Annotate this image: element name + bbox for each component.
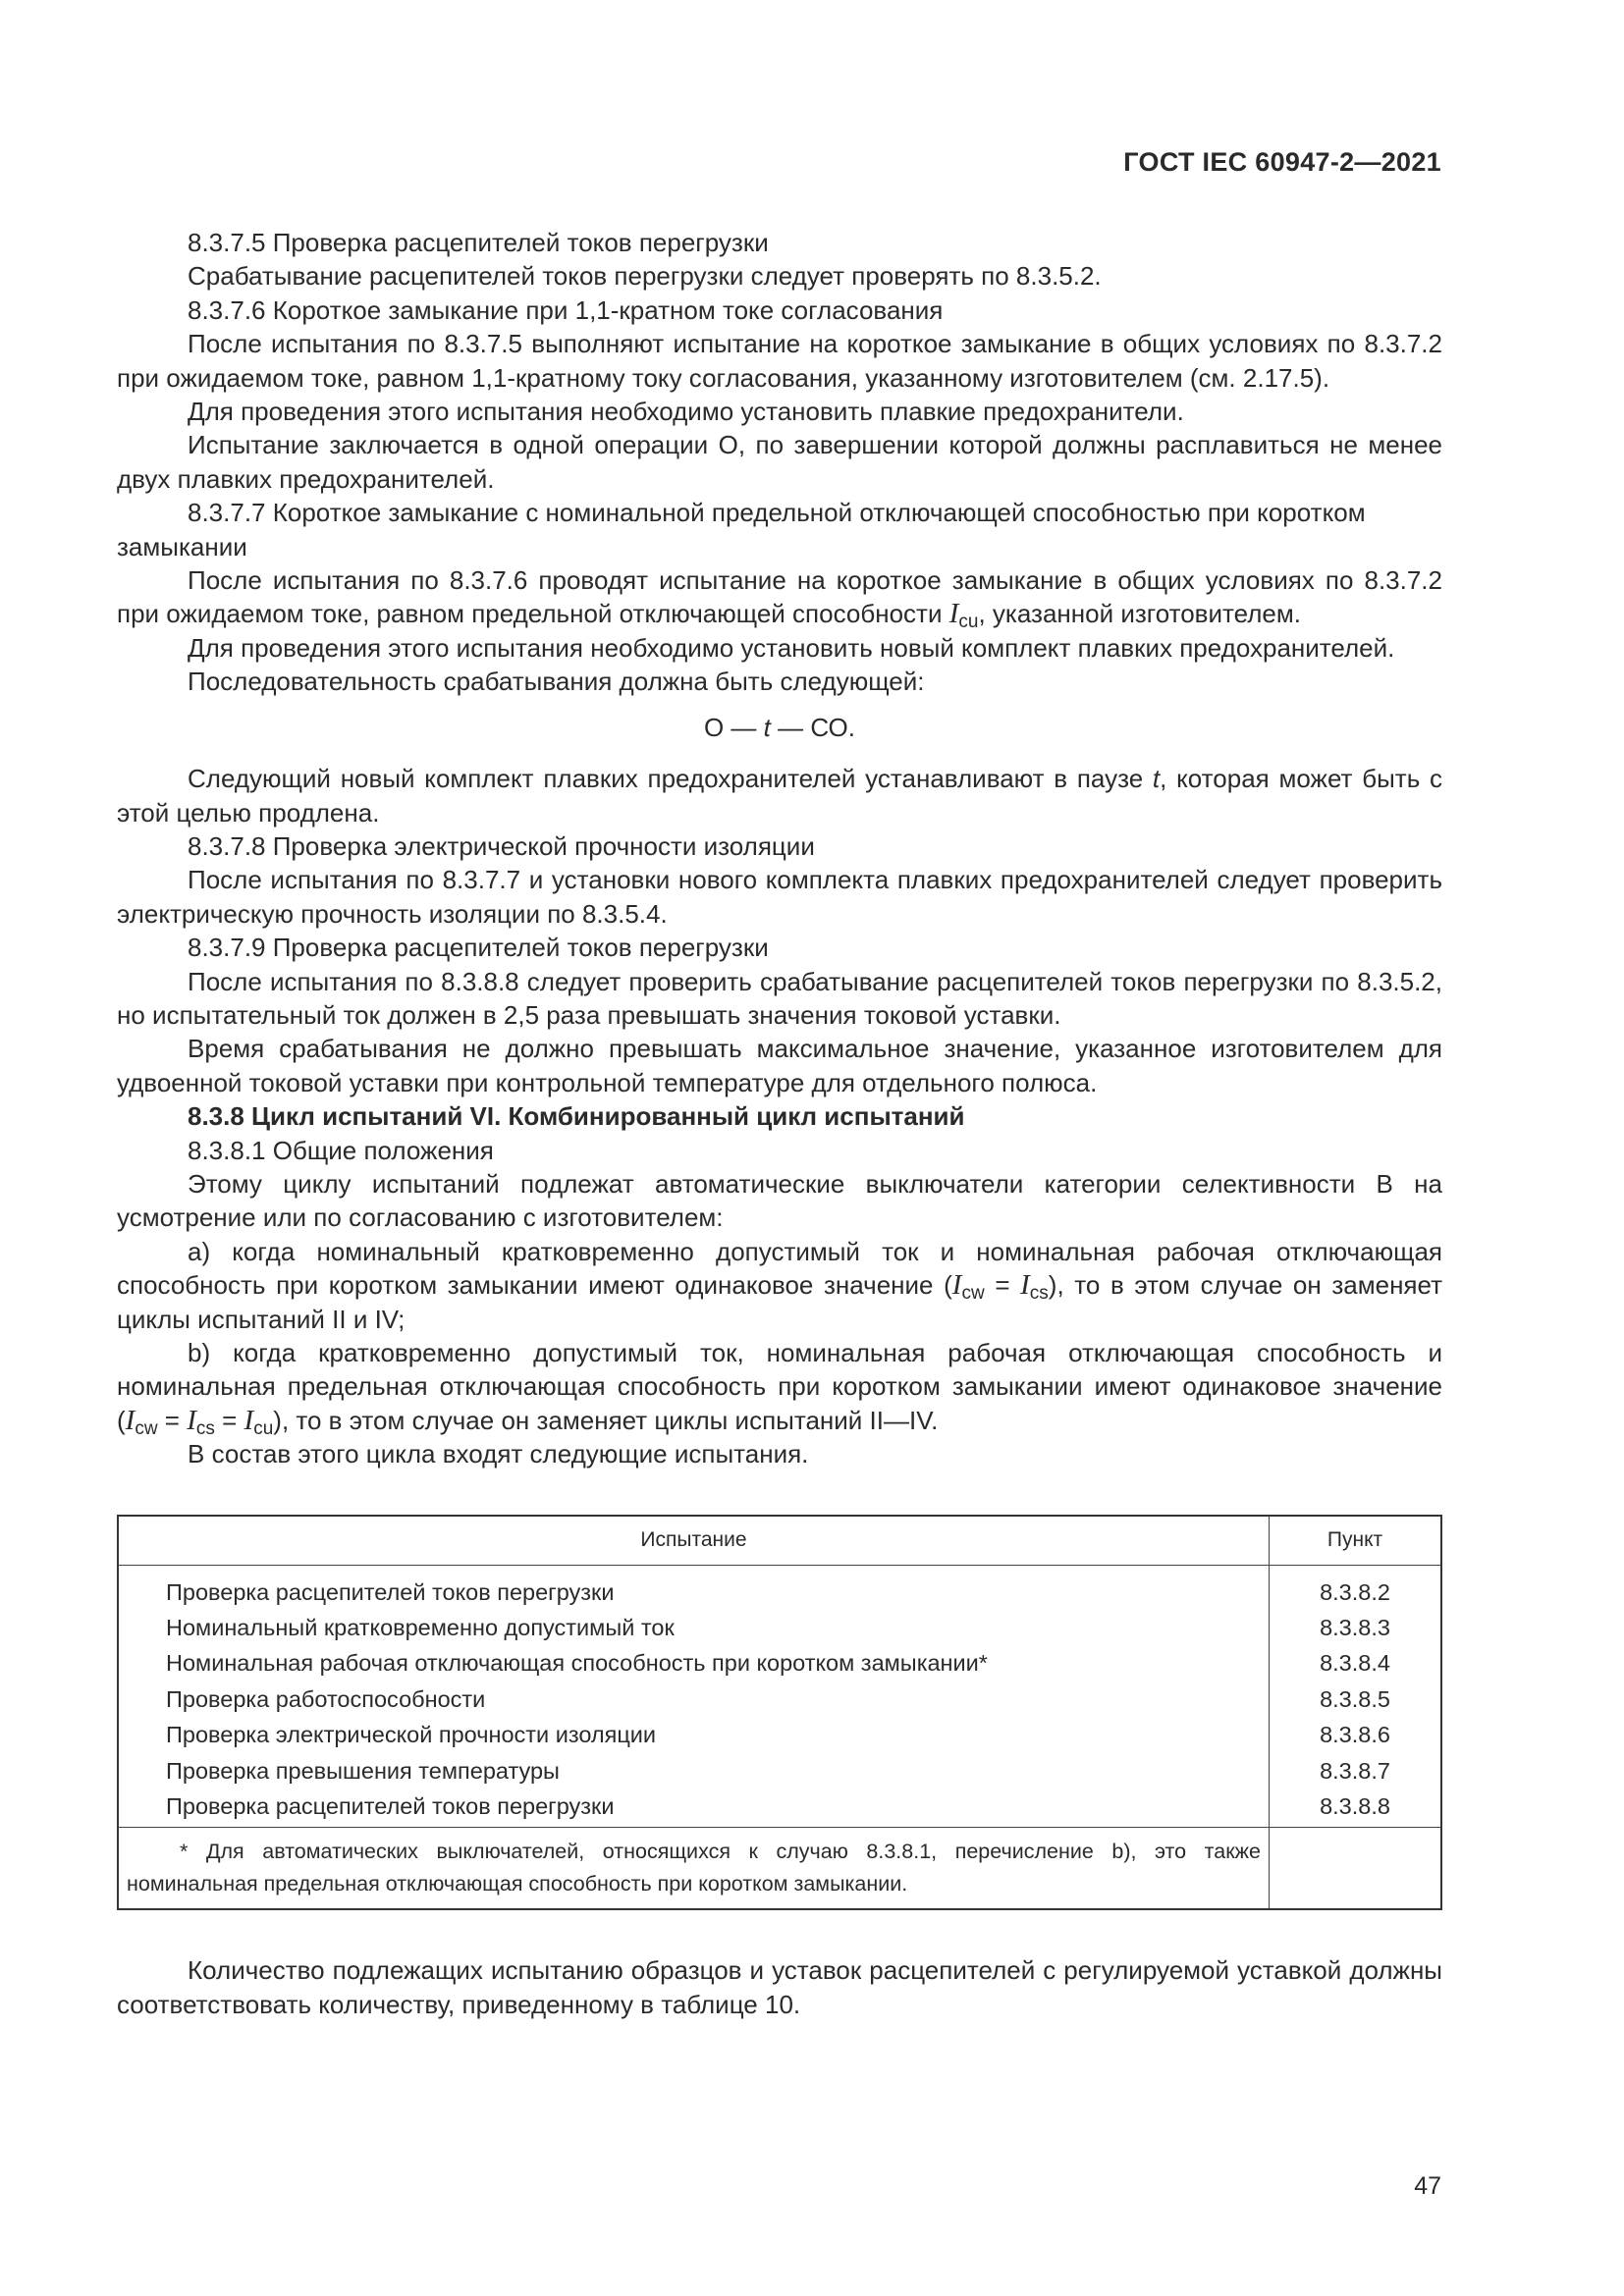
header-test: Испытание <box>118 1516 1270 1566</box>
paragraph: После испытания по 8.3.7.5 выполняют испытание на короткое замыкание в общих условиях по 8.3.7.2 при ожидаемом токе, равном 1,1-кратному току согласования, указанному изготовителем (см. 2.17.5). <box>117 329 1442 393</box>
table-row <box>118 1717 1441 1752</box>
table-footnote-row <box>118 1828 1441 1910</box>
pause-t: t <box>1152 764 1161 794</box>
test-name: Номинальная рабочая отключающая способность при коротком замыкании* <box>118 1645 1270 1681</box>
test-clause: 8.3.8.5 <box>1270 1682 1442 1717</box>
table-footnote-empty-cell <box>1270 1828 1442 1910</box>
test-name: Проверка расцепителей токов перегрузки <box>118 1565 1270 1610</box>
paragraph: Срабатывание расцепителей токов перегрузки следует проверять по 8.3.5.2. <box>188 261 1102 292</box>
paragraph: Время срабатывания не должно превышать максимальное значение, указанное изготовителем для удвоенной токовой уставки при контрольной температуре для отдельного полюса. <box>117 1034 1442 1097</box>
text-segment: Следующий новый комплект плавких предохранителей устанавливают в паузе <box>188 764 1153 794</box>
paragraph: Для проведения этого испытания необходимо установить новый комплект плавких предохранителей. <box>188 632 1395 663</box>
page-content <box>117 226 1442 2021</box>
paragraph-after-table: Количество подлежащих испытанию образцов и уставок расцепителей с регулируемой уставкой должны соответствовать количеству, приведенному в таблице 10. <box>117 1955 1442 2019</box>
test-clause: 8.3.8.7 <box>1270 1753 1442 1789</box>
subscript-cw: cw <box>961 1283 985 1305</box>
text-segment: После испытания по 8.3.7.6 проводят испытание на короткое замыкание в общих условиях по 8.3.7.2 при ожидаемом токе, равном предельной отключающей способности <box>117 565 1442 629</box>
equals: = <box>984 1270 1021 1301</box>
list-item-a <box>117 1235 1442 1336</box>
test-clause: 8.3.8.4 <box>1270 1645 1442 1681</box>
equals: = <box>214 1405 244 1435</box>
clause-8-3-7-5-title: 8.3.7.5 Проверка расцепителей токов перегрузки <box>188 228 769 257</box>
subscript-cw: cw <box>135 1417 158 1439</box>
test-clause: 8.3.8.3 <box>1270 1610 1442 1645</box>
paragraph <box>117 762 1442 829</box>
clause-8-3-7-6-title: 8.3.7.6 Короткое замыкание при 1,1-кратном токе согласования <box>188 294 944 325</box>
paragraph: После испытания по 8.3.8.8 следует проверить срабатывание расцепителей токов перегрузки по 8.3.5.2, но испытательный ток должен в 2,5 раза превышать значения токовой уставки. <box>117 966 1442 1030</box>
symbol-i: I <box>951 1269 962 1302</box>
symbol-i: I <box>244 1404 254 1436</box>
footnote-text: * Для автоматических выключателей, относящихся к случаю 8.3.8.1, перечисление b), это также номинальная предельная отключающая способность при коротком замыкании. <box>127 1840 1261 1896</box>
subscript-cu: cu <box>958 612 979 633</box>
formula-part: — СО. <box>770 712 855 742</box>
header-clause: Пункт <box>1270 1516 1442 1566</box>
test-name: Проверка расцепителей токов перегрузки <box>118 1789 1270 1828</box>
paragraph-icu <box>117 563 1442 631</box>
equals: = <box>157 1405 188 1435</box>
clause-8-3-7-9-title: 8.3.7.9 Проверка расцепителей токов перегрузки <box>188 933 769 963</box>
test-name: Номинальный кратковременно допустимый ток <box>118 1610 1270 1645</box>
clause-8-3-7-8-title: 8.3.7.8 Проверка электрической прочности изоляции <box>188 830 815 861</box>
table-header-row <box>118 1516 1441 1566</box>
text-segment: b) когда кратковременно допустимый ток, номинальная рабочая отключающая способность и номинальная предельная отключающая способность при коротком замыкании имеют одинаковое значение ( <box>117 1338 1442 1435</box>
text-segment: ), то в этом случае он заменяет циклы испытаний II и IV; <box>117 1270 1443 1334</box>
subscript-cu: cu <box>253 1417 274 1439</box>
table-row <box>118 1610 1441 1645</box>
document-header: ГОСТ IEC 60947-2—2021 <box>1123 147 1441 177</box>
text-segment: a) когда номинальный кратковременно допустимый ток и номинальная рабочая отключающая способность при коротком замыкании имеют одинаковое значение ( <box>117 1236 1442 1301</box>
symbol-i: I <box>1020 1269 1030 1302</box>
test-clause: 8.3.8.8 <box>1270 1789 1442 1828</box>
page-number: 47 <box>1414 2172 1441 2200</box>
text-segment: ), то в этом случае он заменяет циклы испытаний II—IV. <box>273 1405 939 1435</box>
paragraph: Этому циклу испытаний подлежат автоматические выключатели категории селективности В на усмотрение или по согласованию с изготовителем: <box>117 1168 1442 1233</box>
table-row <box>118 1789 1441 1828</box>
paragraph: В состав этого цикла входят следующие испытания. <box>188 1439 809 1469</box>
table-row <box>118 1682 1441 1717</box>
formula-part: О — <box>703 712 764 742</box>
subscript-cs: cs <box>195 1417 215 1439</box>
table-footnote <box>118 1828 1270 1910</box>
test-name: Проверка электрической прочности изоляции <box>118 1717 1270 1752</box>
subscript-cs: cs <box>1029 1283 1049 1305</box>
paragraph: Для проведения этого испытания необходимо установить плавкие предохранители. <box>188 397 1184 427</box>
symbol-i: I <box>125 1404 135 1436</box>
test-name: Проверка работоспособности <box>118 1682 1270 1717</box>
sequence-formula <box>117 711 1442 744</box>
table-row <box>118 1645 1441 1681</box>
test-name: Проверка превышения температуры <box>118 1753 1270 1789</box>
text-segment: , которая может быть с этой целью продлена. <box>117 764 1442 828</box>
paragraph: Последовательность срабатывания должна быть следующей: <box>188 667 925 697</box>
text-segment: , указанной изготовителем. <box>978 599 1301 629</box>
list-item-b <box>117 1336 1442 1437</box>
table-row <box>118 1753 1441 1789</box>
clause-8-3-8-1-title: 8.3.8.1 Общие положения <box>188 1135 494 1165</box>
clause-8-3-8-heading: 8.3.8 Цикл испытаний VI. Комбинированный цикл испытаний <box>188 1101 965 1132</box>
test-clause: 8.3.8.6 <box>1270 1717 1442 1752</box>
formula-t: t <box>763 712 771 742</box>
paragraph: После испытания по 8.3.7.7 и установки нового комплекта плавких предохранителей следует проверить электрическую прочность изоляции по 8.3.5.4. <box>117 865 1442 929</box>
test-clause: 8.3.8.2 <box>1270 1565 1442 1610</box>
paragraph: Испытание заключается в одной операции О, по завершении которой должны расплавиться не менее двух плавких предохранителей. <box>117 430 1442 494</box>
symbol-i: I <box>948 598 959 630</box>
clause-8-3-7-7-title: 8.3.7.7 Короткое замыкание с номинальной предельной отключающей способностью при коротком замыкании <box>117 498 1366 561</box>
symbol-i: I <box>187 1404 196 1436</box>
table-row <box>118 1565 1441 1610</box>
tests-table <box>117 1515 1442 1911</box>
